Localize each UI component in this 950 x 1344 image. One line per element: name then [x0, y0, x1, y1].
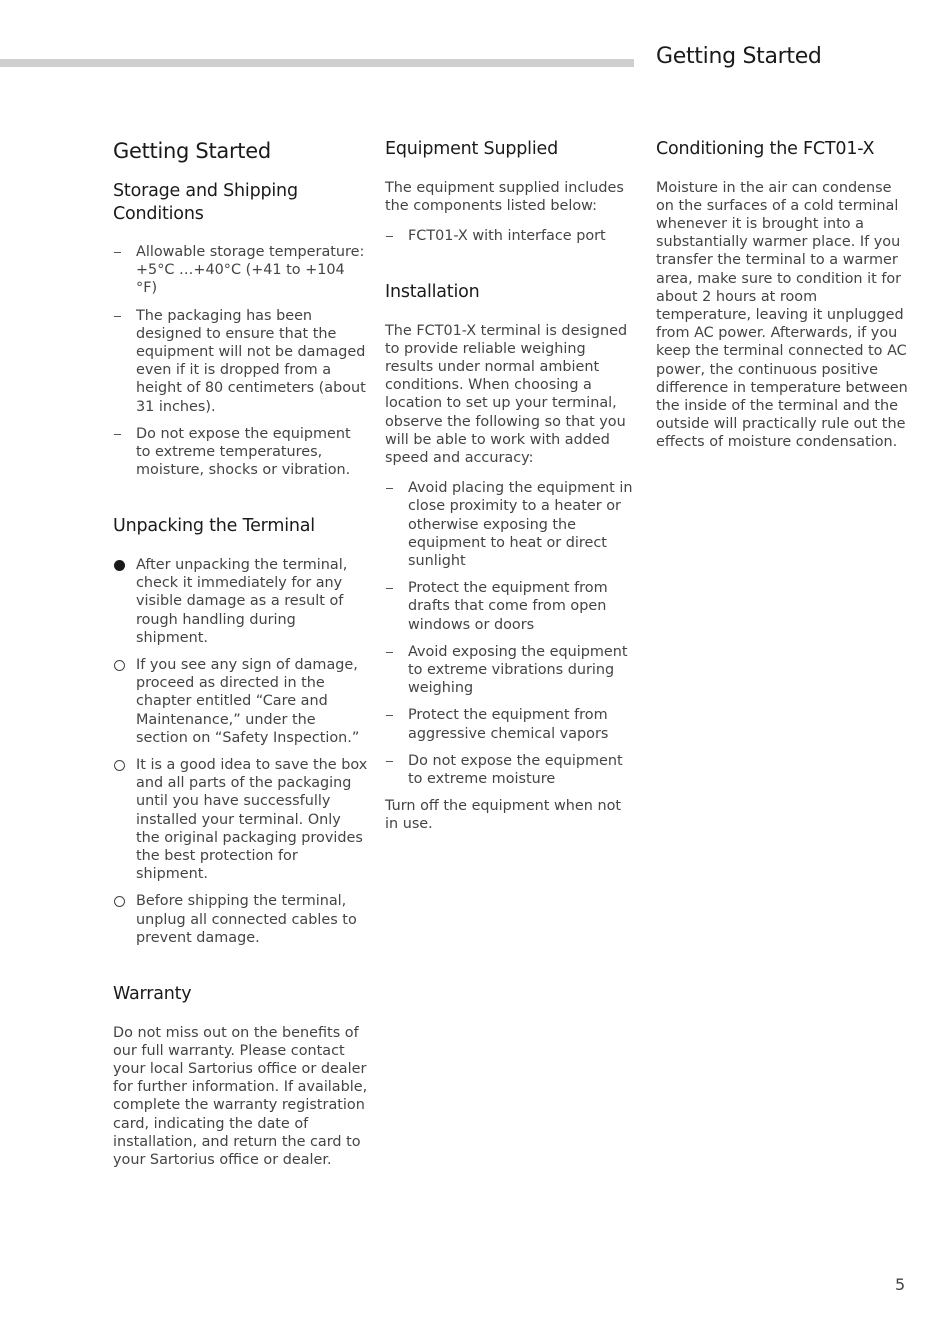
storage-section	[113, 180, 368, 479]
warranty-section	[113, 983, 368, 1169]
conditioning-section	[656, 138, 911, 452]
equipment-section	[385, 138, 635, 245]
installation-intro: The FCT01-X terminal is designed to provide reliable weighing results under normal ambient conditions. When choosing a location to set up your terminal, observe the following so that you will be able to work with added speed and accuracy:	[385, 322, 628, 467]
list-item: Avoid placing the equipment in close proximity to a heater or otherwise exposing the equipment to heat or direct sunlight	[385, 479, 635, 570]
unpacking-heading: Unpacking the Terminal	[113, 516, 315, 537]
list-item: Protect the equipment from aggressive chemical vapors	[385, 706, 635, 742]
conditioning-text: Moisture in the air can condense on the surfaces of a cold terminal whenever it is brought into a substantially warmer place. If you transfer the terminal to a warmer area, make sure to condition it for about 2 hours at room temperature, leaving it unplugged from AC power. Afterwards, if you keep the terminal connected to AC power, the continuous positive difference in temperature between the inside of the terminal and the outside will practically rule out the effects of moisture condensation.	[656, 179, 908, 451]
warranty-text: Do not miss out on the benefits of our full warranty. Please contact your local Sartorius office or dealer for further information. If available, complete the warranty registration card, indicating the date of installation, and return the card to your Sartorius office or dealer.	[113, 1024, 368, 1168]
page-number: 5	[895, 1275, 906, 1294]
column-middle	[385, 138, 635, 870]
conditioning-heading: Conditioning the FCT01-X	[656, 139, 875, 159]
list-item: The packaging has been designed to ensure that the equipment will not be damaged even if it is dropped from a height of 80 centimeters (about 31 inches).	[113, 307, 368, 416]
list-item: If you see any sign of damage, proceed as directed in the chapter entitled “Care and Maintenance,” under the section on “Safety Inspection.”	[113, 656, 368, 747]
equipment-list	[385, 227, 635, 245]
installation-heading: Installation	[385, 282, 480, 303]
page-title: Getting Started	[113, 139, 271, 163]
storage-list	[113, 243, 368, 479]
list-item: Protect the equipment from drafts that come from open windows or doors	[385, 579, 635, 634]
list-item: Allowable storage temperature: +5°C …+40°C (+41 to +104 °F)	[113, 243, 368, 298]
unpacking-section	[113, 515, 368, 947]
installation-list	[385, 479, 635, 788]
equipment-intro: The equipment supplied includes the components listed below:	[385, 179, 624, 214]
header-rule	[0, 59, 634, 67]
list-item: Avoid exposing the equipment to extreme vibrations during weighing	[385, 643, 635, 698]
installation-section	[385, 281, 635, 834]
list-item: FCT01-X with interface port	[385, 227, 635, 245]
list-item: Do not expose the equipment to extreme temperatures, moisture, shocks or vibration.	[113, 425, 368, 480]
list-item: Do not expose the equipment to extreme moisture	[385, 752, 635, 788]
installation-outro: Turn off the equipment when not in use.	[385, 798, 622, 833]
column-left	[113, 138, 368, 1205]
unpacking-list	[113, 556, 368, 947]
list-item: It is a good idea to save the box and all parts of the packaging until you have successfully installed your terminal. Only the original packaging provides the best protection for shipment.	[113, 756, 368, 883]
storage-heading: Storage and Shipping Conditions	[113, 181, 298, 224]
column-right	[656, 138, 911, 488]
equipment-heading: Equipment Supplied	[385, 139, 558, 159]
list-item: After unpacking the terminal, check it immediately for any visible damage as a result of rough handling during shipment.	[113, 556, 368, 647]
list-item: Before shipping the terminal, unplug all connected cables to prevent damage.	[113, 892, 368, 947]
running-header-title: Getting Started	[656, 44, 822, 69]
warranty-heading: Warranty	[113, 984, 192, 1004]
